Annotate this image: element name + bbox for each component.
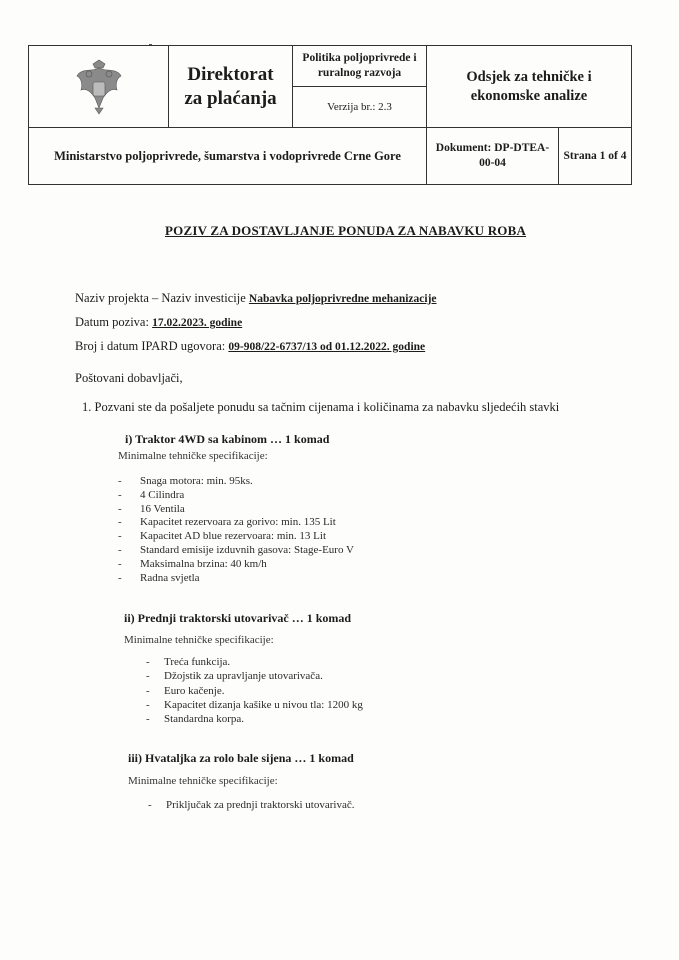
coat-of-arms-icon [73, 58, 125, 116]
item-3-spec-label: Minimalne tehničke specifikacije: [128, 775, 278, 787]
item-3-title: iii) Hvataljka za rolo bale sijena … 1 komad [128, 751, 354, 765]
policy-line-1: Politika poljoprivrede i [302, 52, 417, 64]
spec-item: Priključak za prednji traktorski utovarivač. [166, 799, 355, 811]
bullet-mark: - [146, 670, 150, 683]
directorate-cell [169, 46, 293, 128]
bullet-mark: - [118, 571, 122, 584]
item-1-title: i) Traktor 4WD sa kabinom … 1 komad [125, 432, 330, 446]
spec-item: Džojstik za upravljanje utovarivača. [164, 670, 323, 683]
department-cell [427, 46, 631, 128]
contract-label: Broj i datum IPARD ugovora: [75, 339, 229, 353]
greeting: Poštovani dobavljači, [75, 371, 183, 385]
spec-item: 16 Ventila [140, 502, 185, 515]
bullet-mark: - [118, 475, 122, 487]
bullet-mark: - [146, 713, 150, 726]
document-header-table [28, 45, 632, 185]
department-line-2: ekonomske analize [470, 87, 588, 104]
spec-item: Kapacitet dizanja kašike u nivou tla: 1200 kg [164, 698, 363, 711]
item-2-title: ii) Prednji traktorski utovarivač … 1 komad [124, 611, 352, 625]
spec-item: Standard emisije izduvnih gasova: Stage-Euro V [140, 544, 354, 556]
date-line [75, 315, 242, 330]
item-2-spec-label: Minimalne tehničke specifikacije: [124, 634, 274, 646]
version-label: Verzija br.: 2.3 [327, 101, 392, 113]
bullet-mark: - [118, 544, 122, 556]
contract-value: 09-908/22-6737/13 od 01.12.2022. godine [228, 341, 426, 353]
version-cell [293, 87, 427, 128]
directorate-line-2: za plaćanja [184, 87, 277, 109]
bullet-mark: - [146, 698, 150, 711]
bullet-mark: - [146, 684, 150, 697]
logo-cell [29, 46, 169, 128]
document-title: POZIV ZA DOSTAVLJANJE PONUDA ZA NABAVKU ROBA [165, 223, 527, 238]
page-cell [559, 128, 631, 184]
directorate-line-1: Direktorat [187, 63, 274, 85]
spec-item: Kapacitet rezervoara za gorivo: min. 135 Lit [140, 516, 336, 529]
document-line-2: 00-04 [479, 157, 506, 169]
document-line-1: Dokument: DP-DTEA- [435, 142, 550, 154]
spec-item: Standardna korpa. [164, 713, 245, 726]
project-line [75, 291, 437, 306]
spec-item: Treća funkcija. [164, 656, 231, 668]
bullet-mark: - [118, 530, 122, 543]
bullet-mark: - [118, 488, 122, 501]
bullet-mark: - [118, 516, 122, 529]
ministry-cell [29, 128, 427, 184]
date-label: Datum poziva: [75, 315, 153, 329]
page-number: Strana 1 of 4 [563, 150, 627, 162]
date-value: 17.02.2023. godine [152, 317, 243, 329]
policy-cell [293, 46, 427, 87]
project-value: Nabavka poljoprivredne mehanizacije [248, 293, 437, 305]
spec-item: Kapacitet AD blue rezervoara: min. 13 Lit [140, 530, 327, 543]
spec-item: Snaga motora: min. 95ks. [140, 475, 253, 487]
department-line-1: Odsjek za tehničke i [466, 68, 592, 85]
policy-line-2: ruralnog razvoja [317, 67, 402, 79]
spec-item: 4 Cilindra [140, 488, 185, 501]
bullet-mark: - [118, 502, 122, 515]
bullet-mark: - [148, 799, 152, 811]
spec-item: Radna svjetla [140, 571, 200, 584]
bullet-mark: - [118, 557, 122, 570]
bullet-mark: - [146, 656, 150, 668]
intro-text: 1. Pozvani ste da pošaljete ponudu sa tačnim cijenama i količinama za nabavku sljedećih stavki [82, 400, 560, 414]
spec-item: Euro kačenje. [164, 684, 225, 697]
project-label: Naziv projekta – Naziv investicije [75, 291, 249, 305]
document-cell [427, 128, 559, 184]
item-1-spec-label: Minimalne tehničke specifikacije: [118, 450, 268, 462]
spec-item: Maksimalna brzina: 40 km/h [140, 557, 267, 570]
contract-line [75, 339, 425, 354]
ministry-label: Ministarstvo poljoprivrede, šumarstva i vodoprivrede Crne Gore [54, 148, 401, 163]
